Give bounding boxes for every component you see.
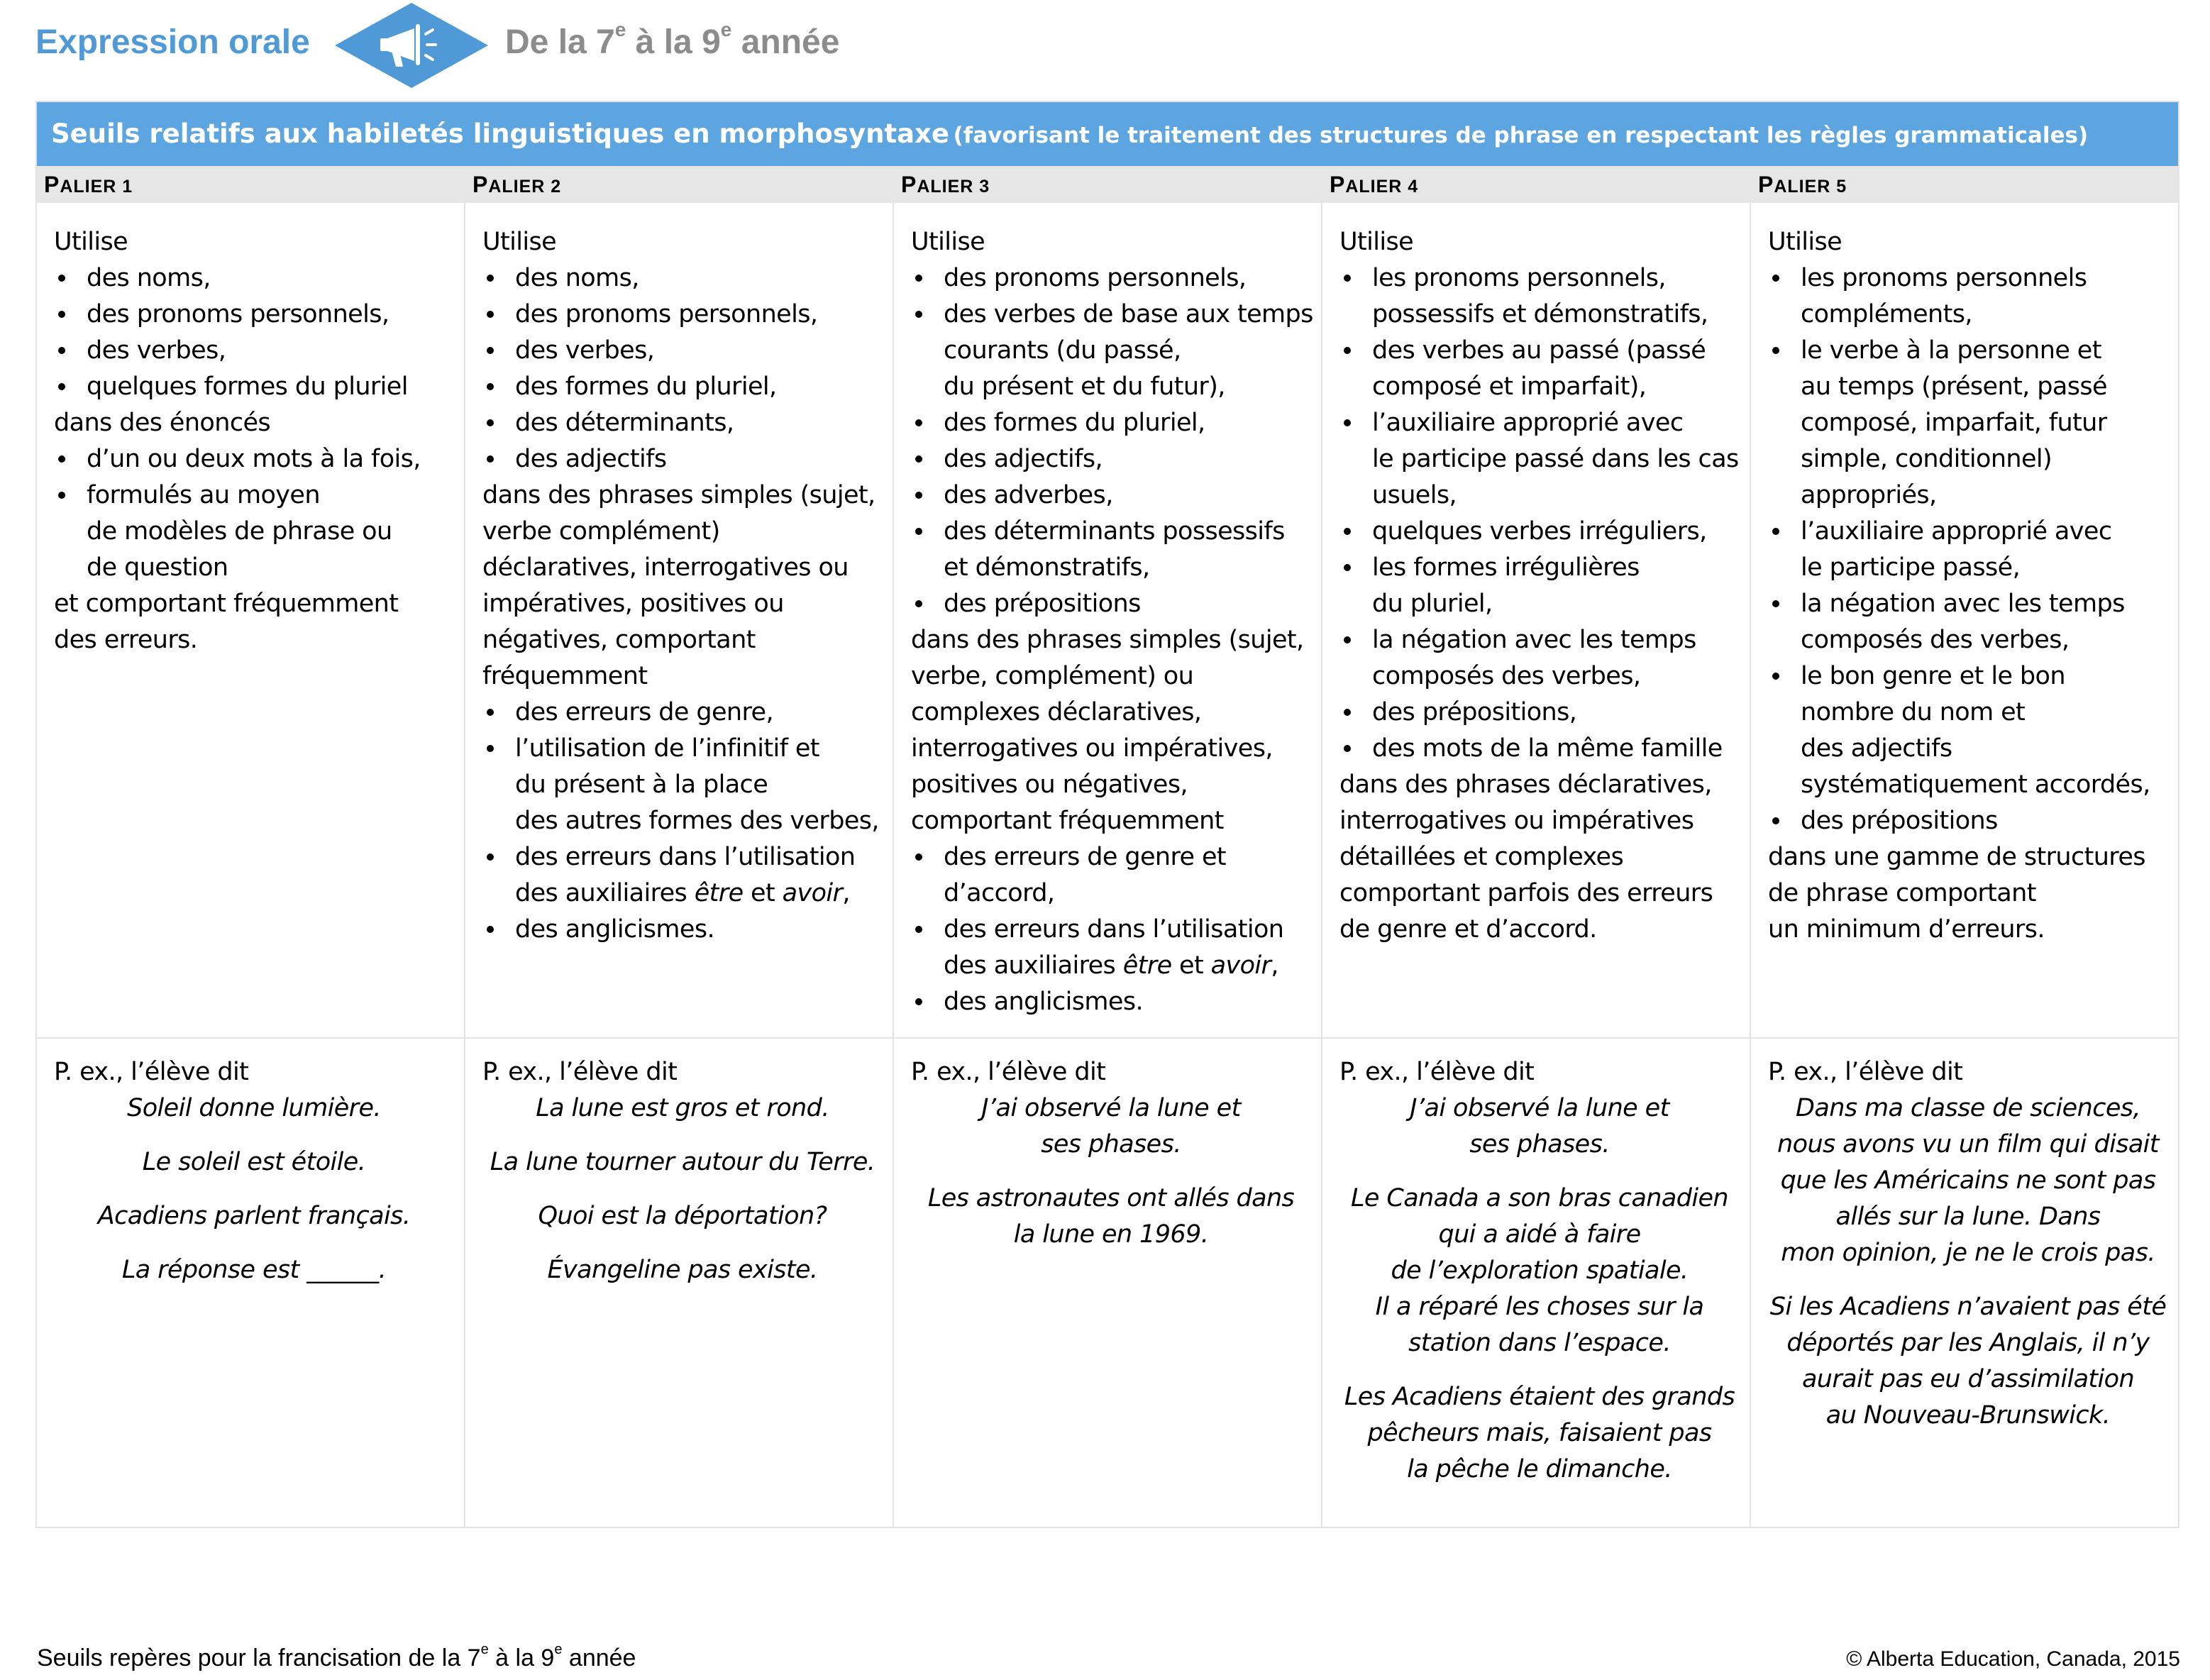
text-line: Utilise bbox=[1768, 228, 1842, 256]
text-line: de phrase comportant bbox=[1768, 879, 2036, 907]
text-line: verbe complément) bbox=[482, 517, 720, 546]
text-line: des auxiliaires être et avoir, bbox=[944, 951, 1278, 980]
criteria-text bbox=[1339, 224, 1740, 948]
example-sentence: Quoi est la déportation? bbox=[538, 1202, 827, 1230]
text-line: compléments, bbox=[1801, 300, 1972, 328]
palier-header-2: PALIER 2 bbox=[473, 172, 562, 197]
page-header bbox=[0, 0, 2210, 92]
palier-column-4 bbox=[1322, 203, 1751, 1527]
palier-header-4: PALIER 4 bbox=[1330, 172, 1419, 197]
example-lead: P. ex., l’élève dit bbox=[1768, 1058, 1963, 1086]
text-line: du pluriel, bbox=[1372, 590, 1493, 618]
text-line: Utilise bbox=[482, 228, 557, 256]
bullet-item: des mots de la même famille bbox=[1339, 731, 1740, 767]
bullet-item: des anglicismes. bbox=[482, 912, 883, 948]
bullet-item: l’utilisation de l’infinitif et bbox=[482, 731, 883, 767]
text-line: des adjectifs bbox=[1801, 734, 1952, 763]
text-line: d’accord, bbox=[944, 879, 1055, 907]
palier-column-3 bbox=[894, 203, 1322, 1527]
text-line: négatives, comportant bbox=[482, 626, 756, 654]
bullet-item: des pronoms personnels, bbox=[911, 260, 1311, 297]
text-line: interrogatives ou impératives bbox=[1339, 807, 1694, 835]
text-line: dans des phrases simples (sujet, bbox=[482, 481, 875, 509]
palier-header-row bbox=[37, 166, 2178, 203]
footer-document-title: Seuils repères pour la francisation de la 7e à la 9e année bbox=[37, 1642, 636, 1671]
criteria-text bbox=[1768, 224, 2168, 948]
text-line: verbe, complément) ou bbox=[911, 662, 1194, 690]
row-divider bbox=[37, 1037, 2178, 1039]
text-line: fréquemment bbox=[482, 662, 648, 690]
text-line: Utilise bbox=[1339, 228, 1414, 256]
thresholds-table bbox=[35, 101, 2179, 1528]
example-sentence: Le soleil est étoile. bbox=[142, 1148, 366, 1176]
example-sentence: Il a réparé les choses sur la bbox=[1375, 1293, 1704, 1321]
text-line: Utilise bbox=[911, 228, 985, 256]
example-sentence: la pêche le dimanche. bbox=[1407, 1455, 1672, 1483]
example-sentence: Soleil donne lumière. bbox=[127, 1094, 381, 1122]
bullet-item: des adjectifs, bbox=[911, 441, 1311, 477]
footer-copyright: © Alberta Education, Canada, 2015 bbox=[1846, 1647, 2180, 1671]
example-sentence: aurait pas eu d’assimilation bbox=[1801, 1365, 2135, 1393]
examples-block bbox=[54, 1054, 454, 1288]
text-line: complexes déclaratives, bbox=[911, 698, 1202, 726]
bullet-item: quelques formes du pluriel bbox=[54, 369, 454, 405]
bullet-item: des verbes au passé (passé bbox=[1339, 333, 1740, 369]
text-line: et comportant fréquemment bbox=[54, 590, 399, 618]
banner-title: Seuils relatifs aux habiletés linguistiques en morphosyntaxe bbox=[51, 118, 950, 149]
text-line: possessifs et démonstratifs, bbox=[1372, 300, 1708, 328]
bullet-item: la négation avec les temps bbox=[1339, 622, 1740, 658]
bullet-item: des erreurs dans l’utilisation bbox=[482, 839, 883, 875]
text-line: des auxiliaires être et avoir, bbox=[515, 879, 850, 907]
examples-block bbox=[1768, 1054, 2168, 1434]
text-line: déclaratives, interrogatives ou bbox=[482, 553, 849, 582]
bullet-item: des erreurs de genre et bbox=[911, 839, 1311, 875]
text-line: comportant parfois des erreurs bbox=[1339, 879, 1713, 907]
examples-block bbox=[1339, 1054, 1740, 1488]
example-lead: P. ex., l’élève dit bbox=[482, 1058, 678, 1086]
text-line: dans des énoncés bbox=[54, 409, 271, 437]
text-line: composé, imparfait, futur bbox=[1801, 409, 2107, 437]
bullet-item: les pronoms personnels bbox=[1768, 260, 2168, 297]
megaphone-icon bbox=[335, 3, 488, 88]
text-line: des erreurs. bbox=[54, 626, 198, 654]
example-lead: P. ex., l’élève dit bbox=[54, 1058, 249, 1086]
bullet-item: des prépositions bbox=[911, 586, 1311, 622]
bullet-item: des anglicismes. bbox=[911, 984, 1311, 1020]
text-line: comportant fréquemment bbox=[911, 807, 1224, 835]
example-sentence: J’ai observé la lune et bbox=[1410, 1094, 1669, 1122]
bullet-item: des verbes de base aux temps bbox=[911, 297, 1311, 333]
example-sentence: ses phases. bbox=[1041, 1130, 1181, 1159]
text-line: interrogatives ou impératives, bbox=[911, 734, 1273, 763]
text-line: du présent et du futur), bbox=[944, 372, 1225, 401]
bullet-item: quelques verbes irréguliers, bbox=[1339, 514, 1740, 550]
text-line: un minimum d’erreurs. bbox=[1768, 915, 2045, 944]
bullet-item: des adjectifs bbox=[482, 441, 883, 477]
example-sentence: que les Américains ne sont pas bbox=[1780, 1166, 2156, 1195]
examples-block bbox=[911, 1054, 1311, 1253]
text-line: composés des verbes, bbox=[1801, 626, 2070, 654]
bullet-item: formulés au moyen bbox=[54, 477, 454, 514]
bullet-item: le verbe à la personne et bbox=[1768, 333, 2168, 369]
bullet-item: des erreurs de genre, bbox=[482, 695, 883, 731]
bullet-item: des déterminants possessifs bbox=[911, 514, 1311, 550]
example-sentence: allés sur la lune. Dans bbox=[1835, 1203, 2101, 1231]
text-line: dans des phrases déclaratives, bbox=[1339, 770, 1712, 799]
table-banner bbox=[37, 102, 2178, 166]
palier-header-5: PALIER 5 bbox=[1758, 172, 1847, 197]
palier-column-2 bbox=[465, 203, 894, 1527]
bullet-item: les formes irrégulières bbox=[1339, 550, 1740, 586]
text-line: du présent à la place bbox=[515, 770, 768, 799]
banner-subtitle: (favorisant le traitement des structures de phrase en respectant les règles grammaticales) bbox=[953, 123, 2089, 148]
example-lead: P. ex., l’élève dit bbox=[911, 1058, 1106, 1086]
text-line: et démonstratifs, bbox=[944, 553, 1150, 582]
example-sentence: La lune est gros et rond. bbox=[536, 1094, 829, 1122]
bullet-item: l’auxiliaire approprié avec bbox=[1768, 514, 2168, 550]
criteria-text bbox=[482, 224, 883, 948]
example-sentence: Dans ma classe de sciences, bbox=[1796, 1094, 2140, 1122]
palier-column-5 bbox=[1751, 203, 2179, 1527]
criteria-text bbox=[911, 224, 1311, 1020]
text-line: le participe passé, bbox=[1801, 553, 2021, 582]
palier-column-1 bbox=[37, 203, 465, 1527]
example-sentence: pêcheurs mais, faisaient pas bbox=[1367, 1419, 1712, 1447]
bullet-item: des formes du pluriel, bbox=[482, 369, 883, 405]
text-line: appropriés, bbox=[1801, 481, 1937, 509]
text-line: impératives, positives ou bbox=[482, 590, 784, 618]
text-line: courants (du passé, bbox=[944, 336, 1181, 365]
text-line: dans des phrases simples (sujet, bbox=[911, 626, 1304, 654]
text-line: de modèles de phrase ou bbox=[87, 517, 392, 546]
text-line: composés des verbes, bbox=[1372, 662, 1641, 690]
bullet-item: le bon genre et le bon bbox=[1768, 658, 2168, 695]
text-line: simple, conditionnel) bbox=[1801, 445, 2052, 473]
example-sentence: Évangeline pas existe. bbox=[547, 1256, 818, 1284]
bullet-item: des noms, bbox=[54, 260, 454, 297]
bullet-item: des pronoms personnels, bbox=[54, 297, 454, 333]
palier-header-3: PALIER 3 bbox=[901, 172, 990, 197]
text-line: des autres formes des verbes, bbox=[515, 807, 879, 835]
example-sentence: au Nouveau-Brunswick. bbox=[1825, 1401, 2111, 1430]
text-line: positives ou négatives, bbox=[911, 770, 1188, 799]
example-sentence: Le Canada a son bras canadien bbox=[1351, 1184, 1728, 1212]
example-sentence: qui a aidé à faire bbox=[1438, 1220, 1641, 1249]
example-sentence: La lune tourner autour du Terre. bbox=[490, 1148, 875, 1176]
example-sentence: station dans l’espace. bbox=[1408, 1329, 1671, 1357]
section-title: Expression orale bbox=[35, 23, 310, 61]
example-sentence: Les astronautes ont allés dans bbox=[927, 1184, 1295, 1212]
bullet-item: l’auxiliaire approprié avec bbox=[1339, 405, 1740, 441]
bullet-item: des adverbes, bbox=[911, 477, 1311, 514]
text-line: dans une gamme de structures bbox=[1768, 843, 2145, 871]
bullet-item: des verbes, bbox=[482, 333, 883, 369]
text-line: le participe passé dans les cas bbox=[1372, 445, 1739, 473]
example-sentence: La réponse est ______. bbox=[121, 1256, 387, 1284]
text-line: systématiquement accordés, bbox=[1801, 770, 2150, 799]
example-sentence: J’ai observé la lune et bbox=[981, 1094, 1241, 1122]
example-sentence: ses phases. bbox=[1469, 1130, 1610, 1159]
text-line: composé et imparfait), bbox=[1372, 372, 1647, 401]
example-sentence: Si les Acadiens n’avaient pas été bbox=[1769, 1293, 2167, 1321]
bullet-item: des verbes, bbox=[54, 333, 454, 369]
bullet-item: d’un ou deux mots à la fois, bbox=[54, 441, 454, 477]
text-line: détaillées et complexes bbox=[1339, 843, 1624, 871]
text-line: nombre du nom et bbox=[1801, 698, 2026, 726]
text-line: de genre et d’accord. bbox=[1339, 915, 1597, 944]
text-line: usuels, bbox=[1372, 481, 1457, 509]
bullet-item: la négation avec les temps bbox=[1768, 586, 2168, 622]
example-sentence: Acadiens parlent français. bbox=[97, 1202, 411, 1230]
example-lead: P. ex., l’élève dit bbox=[1339, 1058, 1535, 1086]
text-line: au temps (présent, passé bbox=[1801, 372, 2107, 401]
bullet-item: les pronoms personnels, bbox=[1339, 260, 1740, 297]
grade-range: De la 7e à la 9e année bbox=[505, 18, 840, 61]
examples-block bbox=[482, 1054, 883, 1288]
bullet-item: des déterminants, bbox=[482, 405, 883, 441]
bullet-item: des noms, bbox=[482, 260, 883, 297]
example-sentence: la lune en 1969. bbox=[1013, 1220, 1209, 1249]
bullet-item: des prépositions bbox=[1768, 803, 2168, 839]
palier-columns bbox=[37, 203, 2178, 1527]
example-sentence: de l’exploration spatiale. bbox=[1391, 1256, 1689, 1285]
example-sentence: nous avons vu un film qui disait bbox=[1777, 1130, 2159, 1159]
text-line: Utilise bbox=[54, 228, 128, 256]
criteria-text bbox=[54, 224, 454, 658]
bullet-item: des prépositions, bbox=[1339, 695, 1740, 731]
palier-header-1: PALIER 1 bbox=[44, 172, 133, 197]
example-sentence: Les Acadiens étaient des grands bbox=[1344, 1383, 1735, 1411]
example-sentence: mon opinion, je ne le crois pas. bbox=[1781, 1239, 2155, 1267]
bullet-item: des pronoms personnels, bbox=[482, 297, 883, 333]
bullet-item: des formes du pluriel, bbox=[911, 405, 1311, 441]
bullet-item: des erreurs dans l’utilisation bbox=[911, 912, 1311, 948]
example-sentence: déportés par les Anglais, il n’y bbox=[1786, 1329, 2150, 1357]
text-line: de question bbox=[87, 553, 228, 582]
